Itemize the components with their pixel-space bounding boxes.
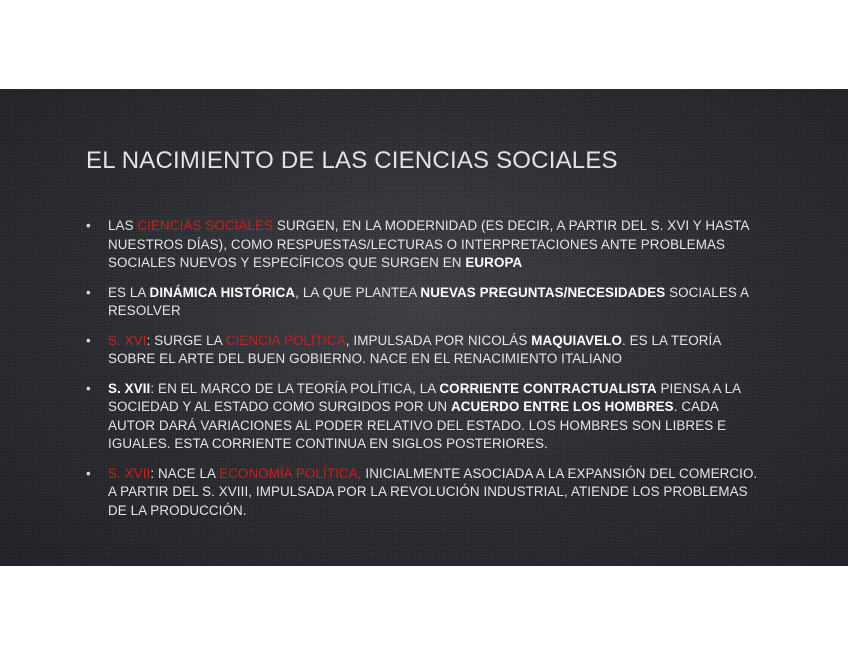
highlight-red: S. XVI <box>108 332 147 348</box>
highlight-bold: DINÁMICA HISTÓRICA <box>149 284 296 300</box>
bullet-list <box>86 217 766 531</box>
text-span: PIENSA A LA SOCIEDAD Y AL ESTADO COMO SURGIDOS POR UN <box>108 380 741 414</box>
bullet-dot-icon: • <box>86 218 91 233</box>
text-span: SOCIALES A RESOLVER <box>108 284 749 318</box>
bullet-text <box>108 381 740 452</box>
text-span: , IMPULSADA POR NICOLÁS <box>345 332 532 348</box>
text-span: : EN EL MARCO DE LA TEORÍA POLÍTICA, LA <box>150 380 440 396</box>
bullet-text <box>108 333 721 367</box>
highlight-bold: MAQUIAVELO <box>531 332 622 348</box>
highlight-bold: EUROPA <box>465 255 523 270</box>
text-span: : SURGE LA <box>146 332 226 348</box>
text-span: . ES LA TEORÍA SOBRE EL ARTE DEL BUEN GOBIERNO. NACE EN EL RENACIMIENTO ITALIANO <box>108 332 721 366</box>
bullet-text <box>108 285 748 319</box>
slide-title: EL NACIMIENTO DE LAS CIENCIAS SOCIALES <box>86 147 618 174</box>
text-span: LAS <box>108 218 138 233</box>
bullet-dot-icon: • <box>86 465 91 481</box>
text-span: ES LA <box>108 284 150 300</box>
bullet-text <box>108 218 749 270</box>
highlight-bold: ACUERDO ENTRE LOS HOMBRES <box>451 399 674 414</box>
bullet-dot-icon: • <box>86 332 91 348</box>
text-span: INICIALMENTE ASOCIADA A LA EXPANSIÓN DEL COMERCIO. A PARTIR DEL S. XVIII, IMPULSADA POR LA REVOLUCIÓN INDUSTRIAL, ATIENDE LOS PROBLEMAS DE LA PRODUCCIÓN. <box>108 465 758 518</box>
highlight-red: CIENCIAS SOCIALES <box>137 218 274 233</box>
text-span: SURGEN, EN LA MODERNIDAD (ES DECIR, A PARTIR DEL S. XVI Y HASTA NUESTROS DÍAS), COMO RESPUESTAS/LECTURAS O INTERPRETACIONES ANTE PROBLEMAS SOCIALES NUEVOS Y ESPECÍFICOS QUE SURGEN EN <box>108 218 749 270</box>
highlight-red: S. XVII <box>108 465 151 481</box>
text-span: . CADA AUTOR DARÁ VARIACIONES AL PODER RELATIVO DEL ESTADO. LOS HOMBRES SON LIBRES E IGUALES. ESTA CORRIENTE CONTINUA EN SIGLOS POSTERIORES. <box>108 399 727 451</box>
bullet-dot-icon: • <box>86 284 91 300</box>
highlight-red: ECONOMÍA POLÍTICA, <box>219 465 362 481</box>
text-span: : NACE LA <box>150 465 220 481</box>
bullet-item <box>86 380 766 454</box>
highlight-bold: S. XVII <box>108 380 151 396</box>
text-span: , LA QUE PLANTEA <box>295 284 421 300</box>
bullet-dot-icon: • <box>86 380 91 396</box>
bullet-item <box>86 217 766 273</box>
bullet-text <box>108 466 757 518</box>
slide <box>0 89 848 566</box>
highlight-bold: NUEVAS PREGUNTAS/NECESIDADES <box>420 284 666 300</box>
bullet-item <box>86 465 766 521</box>
bullet-item <box>86 332 766 369</box>
bullet-item <box>86 284 766 321</box>
highlight-bold: CORRIENTE CONTRACTUALISTA <box>439 380 657 396</box>
highlight-red: CIENCIA POLÍTICA <box>225 332 346 348</box>
